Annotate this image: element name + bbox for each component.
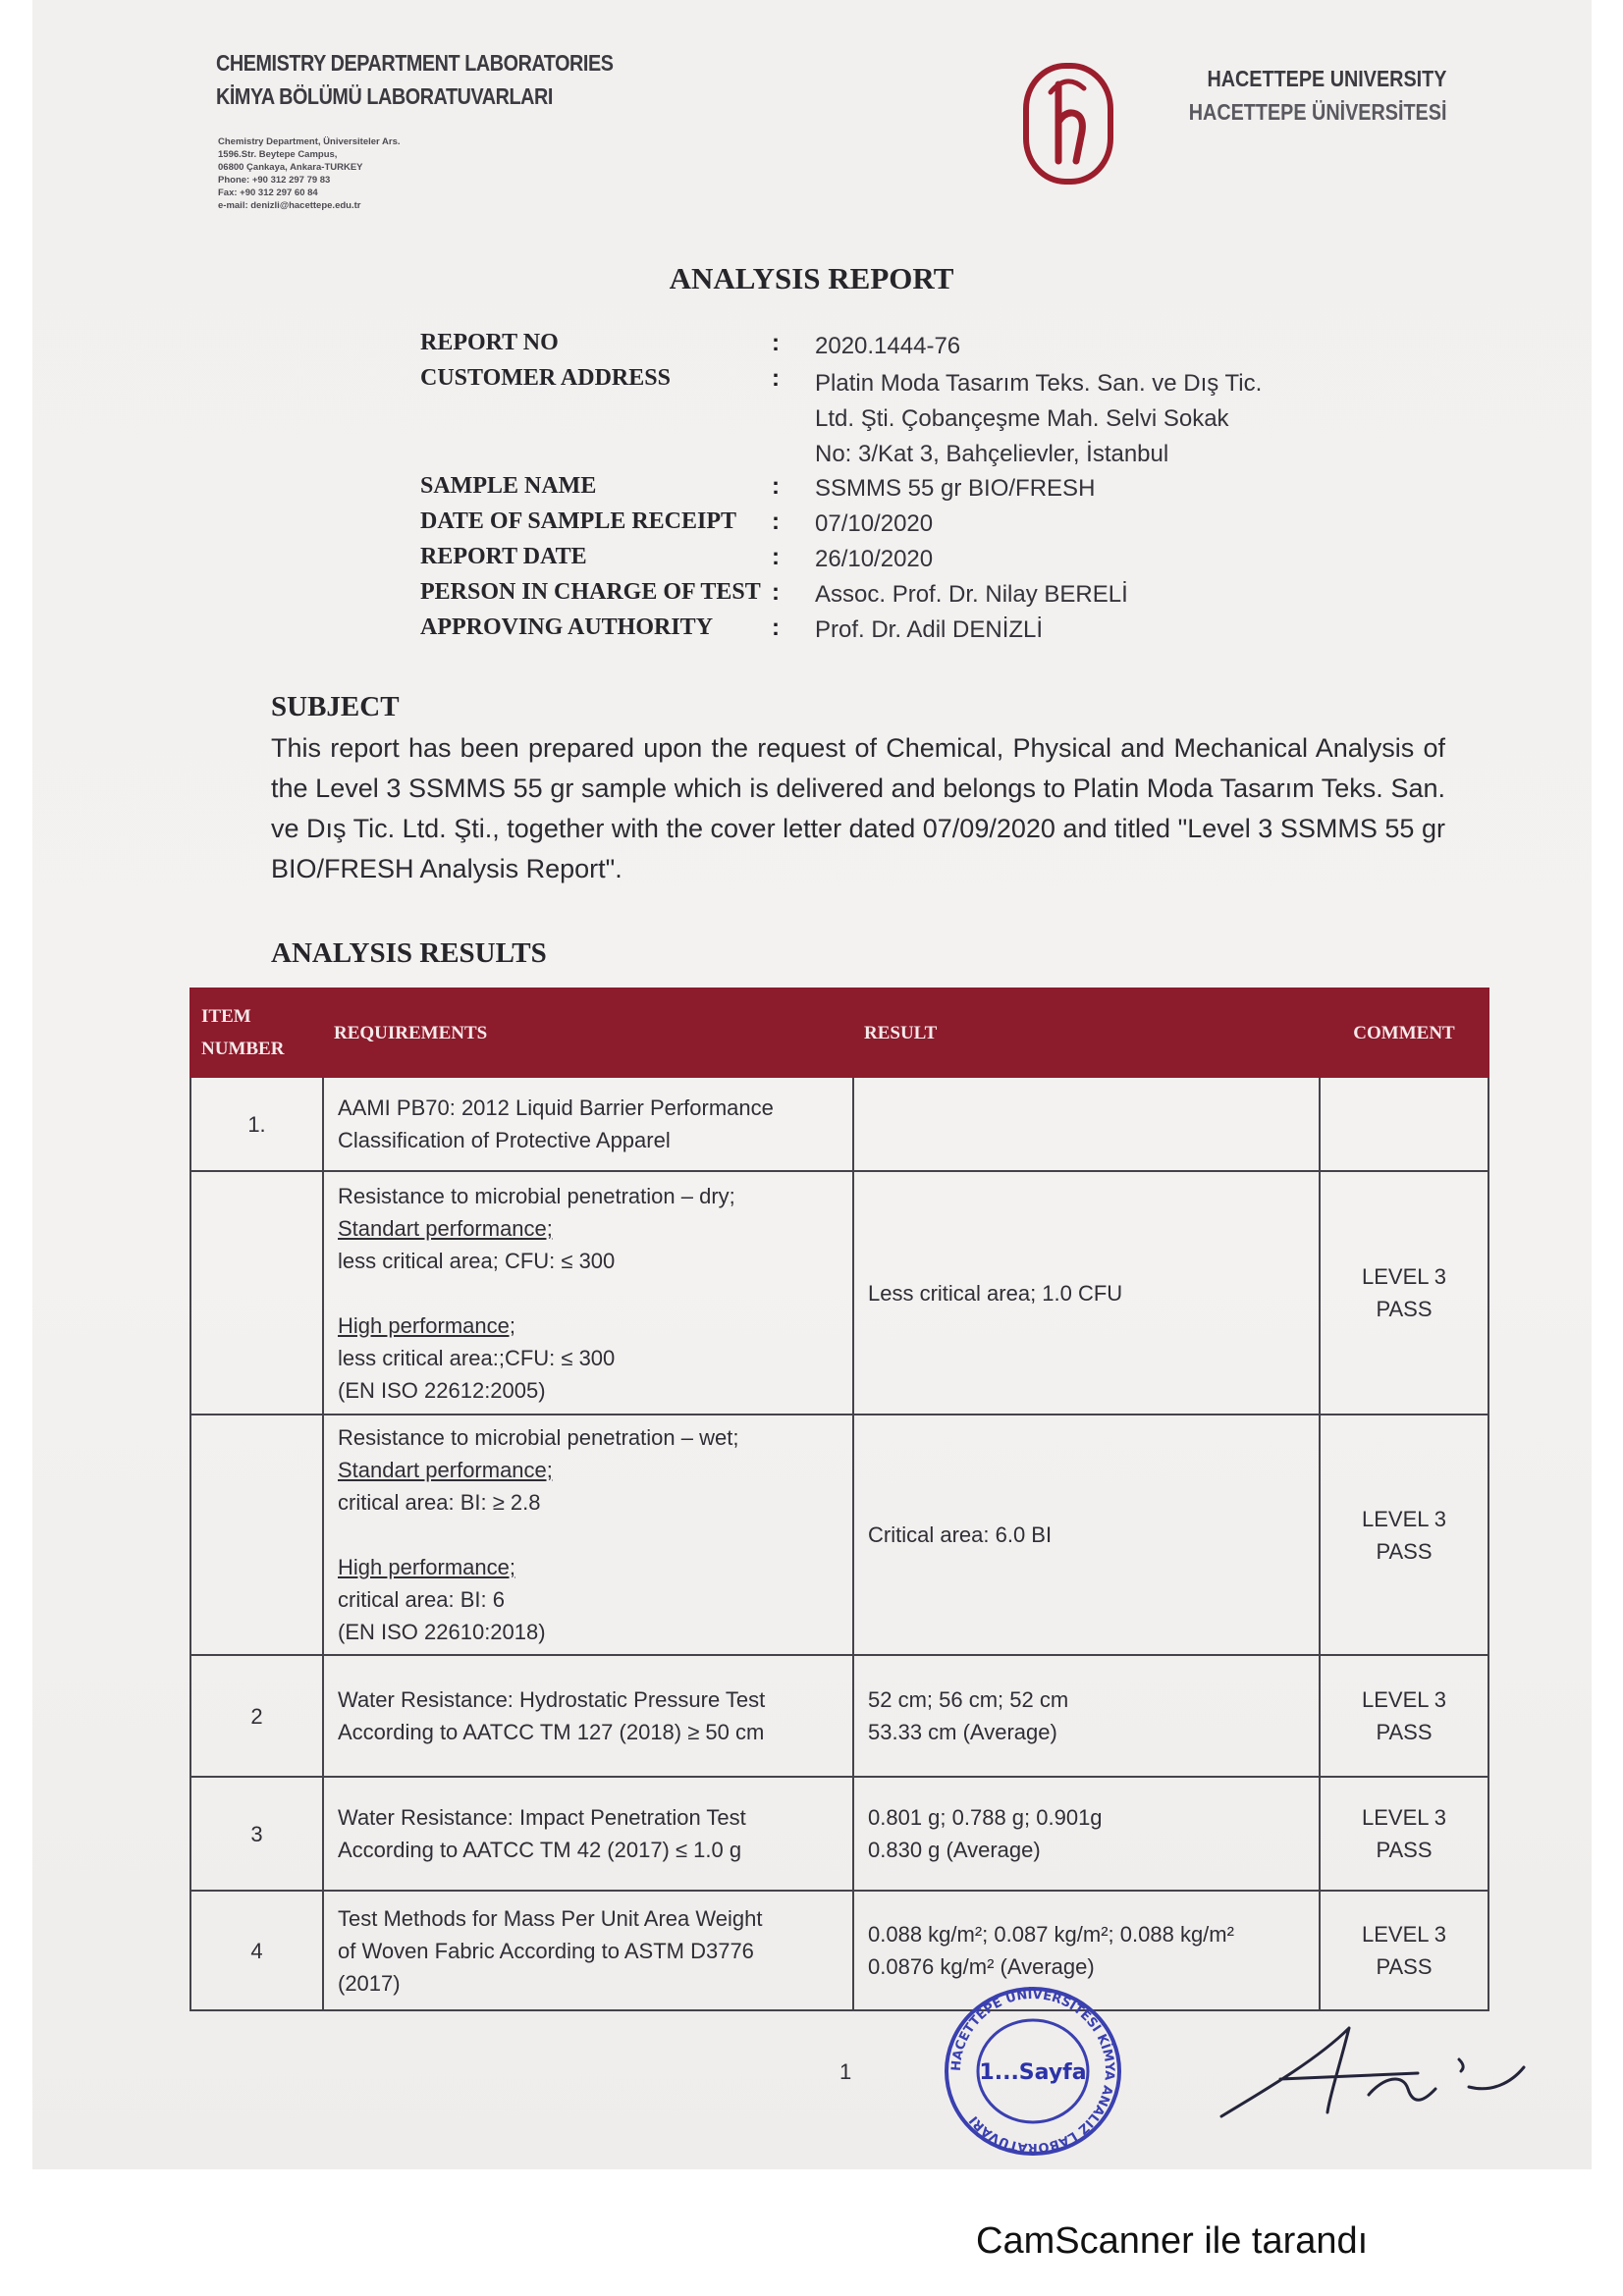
result-line: 53.33 cm (Average) xyxy=(868,1720,1057,1744)
requirement-line: Standart performance; xyxy=(338,1458,553,1482)
info-report-no xyxy=(420,330,1304,365)
result-cell xyxy=(853,1777,1320,1891)
info-value: 26/10/2020 xyxy=(815,546,934,572)
requirement-cell xyxy=(323,1077,853,1171)
comment-line: LEVEL 3 xyxy=(1361,1922,1447,1947)
requirement-cell xyxy=(323,1415,853,1655)
address-line: Chemistry Department, Üniversiteler Ars. xyxy=(218,136,401,147)
requirement-line: critical area: BI: 6 xyxy=(338,1587,505,1612)
table-row xyxy=(190,1171,1488,1415)
col-header-result: RESULT xyxy=(853,988,1320,1077)
requirement-line: Water Resistance: Impact Penetration Test xyxy=(338,1805,746,1830)
university-logo xyxy=(1023,63,1113,185)
result-cell xyxy=(853,1077,1320,1171)
info-value: Assoc. Prof. Dr. Nilay BERELİ xyxy=(815,581,1128,608)
item-number xyxy=(190,1415,323,1655)
table-row xyxy=(190,1077,1488,1171)
comment-line: PASS xyxy=(1376,1720,1433,1744)
table-row xyxy=(190,1891,1488,2010)
address-line: No: 3/Kat 3, Bahçelievler, İstanbul xyxy=(815,441,1169,467)
info-colon: : xyxy=(772,614,780,641)
col-header-requirements: REQUIREMENTS xyxy=(323,988,853,1077)
requirement-cell xyxy=(323,1777,853,1891)
result-line: 0.0876 kg/m² (Average) xyxy=(868,1954,1095,1979)
item-number xyxy=(190,1171,323,1415)
info-value xyxy=(815,366,1262,472)
page-title: ANALYSIS REPORT xyxy=(669,261,954,295)
requirement-line: (2017) xyxy=(338,1970,401,1996)
result-line: Critical area: 6.0 BI xyxy=(868,1522,1053,1547)
result-line: Less critical area; 1.0 CFU xyxy=(868,1280,1123,1306)
info-value: 2020.1444-76 xyxy=(815,333,961,359)
subject-text: This report has been prepared upon the request of Chemical, Physical and Mechanical Analysis of the Level 3 SSMMS 55 gr sample which is delivered and belongs to Platin Moda Tasarım Teks. San. ve Dış Tic. Ltd. Şti., together with the cover letter dated 07/09/2020 and titled "Level 3 SSMMS 55 gr BIO/FRESH Analysis Report". xyxy=(271,733,1445,883)
university-name-tr: HACETTEPE ÜNİVERSİTESİ xyxy=(1188,99,1446,125)
info-colon: : xyxy=(772,508,780,535)
info-label: REPORT NO xyxy=(420,330,559,355)
comment-cell xyxy=(1320,1777,1488,1891)
info-label: REPORT DATE xyxy=(420,544,587,569)
info-person-in-charge xyxy=(420,579,1304,614)
lab-header xyxy=(216,46,677,113)
result-cell xyxy=(853,1415,1320,1655)
item-number: 1. xyxy=(190,1077,323,1171)
info-label: SAMPLE NAME xyxy=(420,473,597,499)
comment-line: PASS xyxy=(1376,1538,1433,1564)
results-table xyxy=(189,988,1489,2011)
laboratory-stamp xyxy=(913,1983,1153,2160)
comment-cell xyxy=(1320,1171,1488,1415)
info-label: DATE OF SAMPLE RECEIPT xyxy=(420,508,737,534)
university-name-en: HACETTEPE UNIVERSITY xyxy=(1207,66,1446,91)
info-value: Prof. Dr. Adil DENİZLİ xyxy=(815,616,1044,643)
requirement-line xyxy=(338,1519,842,1551)
results-heading: ANALYSIS RESULTS xyxy=(271,937,547,969)
requirement-line: Test Methods for Mass Per Unit Area Weight xyxy=(338,1905,763,1931)
requirement-line: Resistance to microbial penetration – dry; xyxy=(338,1183,735,1208)
comment-cell xyxy=(1320,1655,1488,1777)
address-line: 1596.Str. Beytepe Campus, xyxy=(218,149,338,160)
subject-heading: SUBJECT xyxy=(271,691,400,722)
address-line: 06800 Çankaya, Ankara-TURKEY xyxy=(218,162,363,173)
info-sample-name xyxy=(420,473,1304,508)
page-number: 1 xyxy=(839,2059,852,2084)
table-header-row xyxy=(190,988,1488,1077)
result-line: 52 cm; 56 cm; 52 cm xyxy=(868,1687,1069,1712)
address-line: Ltd. Şti. Çobançeşme Mah. Selvi Sokak xyxy=(815,405,1229,432)
comment-cell xyxy=(1320,1077,1488,1171)
result-line: 0.830 g (Average) xyxy=(868,1838,1041,1862)
result-line: 0.801 g; 0.788 g; 0.901g xyxy=(868,1805,1103,1830)
requirement-line: According to AATCC TM 42 (2017) ≤ 1.0 g xyxy=(338,1838,742,1862)
info-label: PERSON IN CHARGE OF TEST xyxy=(420,579,761,605)
comment-line: PASS xyxy=(1376,1838,1433,1862)
table-row xyxy=(190,1777,1488,1891)
stamp-ring-text: HACETTEPE ÜNİVERSİTESİ KİMYA ANALİZ LABORATUVARI xyxy=(948,1987,1117,2156)
table-row xyxy=(190,1415,1488,1655)
item-number: 3 xyxy=(190,1777,323,1891)
info-colon: : xyxy=(772,579,780,606)
requirement-cell xyxy=(323,1891,853,2010)
result-line: 0.088 kg/m²; 0.087 kg/m²; 0.088 kg/m² xyxy=(868,1922,1234,1947)
comment-cell xyxy=(1320,1891,1488,2010)
address-line: Phone: +90 312 297 79 83 xyxy=(218,175,331,186)
lab-address xyxy=(218,135,401,212)
item-number: 4 xyxy=(190,1891,323,2010)
address-line: e-mail: denizli@hacettepe.edu.tr xyxy=(218,200,361,211)
info-customer-address xyxy=(420,365,1304,473)
info-value: 07/10/2020 xyxy=(815,510,934,537)
lab-name-tr: KİMYA BÖLÜMÜ LABORATUVARLARI xyxy=(216,83,553,109)
item-number: 2 xyxy=(190,1655,323,1777)
requirement-cell xyxy=(323,1171,853,1415)
info-colon: : xyxy=(772,365,780,392)
info-label: CUSTOMER ADDRESS xyxy=(420,365,671,391)
lab-name-en: CHEMISTRY DEPARTMENT LABORATORIES xyxy=(216,50,614,76)
address-line: Fax: +90 312 297 60 84 xyxy=(218,187,318,198)
university-header xyxy=(1147,62,1446,129)
comment-line: LEVEL 3 xyxy=(1361,1805,1447,1830)
requirement-line: Water Resistance: Hydrostatic Pressure Test xyxy=(338,1687,766,1712)
address-line: Platin Moda Tasarım Teks. San. ve Dış Tic. xyxy=(815,370,1263,397)
info-colon: : xyxy=(772,330,780,356)
requirement-line: High performance; xyxy=(338,1312,515,1338)
comment-line: PASS xyxy=(1376,1297,1433,1321)
comment-line: LEVEL 3 xyxy=(1361,1687,1447,1712)
table-row xyxy=(190,1655,1488,1777)
info-receipt-date xyxy=(420,508,1304,544)
info-colon: : xyxy=(772,473,780,500)
comment-cell xyxy=(1320,1415,1488,1655)
requirement-line: critical area: BI: ≥ 2.8 xyxy=(338,1490,541,1515)
result-cell xyxy=(853,1655,1320,1777)
requirement-line: According to AATCC TM 127 (2018) ≥ 50 cm xyxy=(338,1720,765,1744)
signature xyxy=(1212,2018,1526,2126)
requirement-line: High performance; xyxy=(338,1555,515,1579)
requirement-line: Classification of Protective Apparel xyxy=(338,1128,671,1152)
col-header-comment: COMMENT xyxy=(1320,988,1488,1077)
requirement-line: (EN ISO 22610:2018) xyxy=(338,1620,546,1644)
requirement-line xyxy=(338,1277,842,1309)
result-cell xyxy=(853,1171,1320,1415)
requirement-line: less critical area; CFU: ≤ 300 xyxy=(338,1248,616,1273)
requirement-line: less critical area:;CFU: ≤ 300 xyxy=(338,1345,616,1370)
info-value: SSMMS 55 gr BIO/FRESH xyxy=(815,475,1096,502)
requirement-line: Standart performance; xyxy=(338,1215,553,1241)
requirement-line: of Woven Fabric According to ASTM D3776 xyxy=(338,1938,754,1963)
info-colon: : xyxy=(772,544,780,570)
info-label: APPROVING AUTHORITY xyxy=(420,614,714,640)
info-approving-authority xyxy=(420,614,1304,650)
comment-line: LEVEL 3 xyxy=(1361,1506,1447,1531)
requirement-cell xyxy=(323,1655,853,1777)
scanner-watermark: CamScanner ile tarandı xyxy=(976,2220,1369,2262)
comment-line: LEVEL 3 xyxy=(1361,1264,1447,1289)
col-header-item-number: ITEM NUMBER xyxy=(190,988,323,1077)
info-report-date xyxy=(420,544,1304,579)
comment-line: PASS xyxy=(1376,1954,1433,1979)
requirement-line: AAMI PB70: 2012 Liquid Barrier Performance xyxy=(338,1095,774,1120)
requirement-line: Resistance to microbial penetration – wet; xyxy=(338,1425,739,1450)
stamp-center-text: 1...Sayfa xyxy=(979,2060,1087,2085)
requirement-line: (EN ISO 22612:2005) xyxy=(338,1377,546,1403)
